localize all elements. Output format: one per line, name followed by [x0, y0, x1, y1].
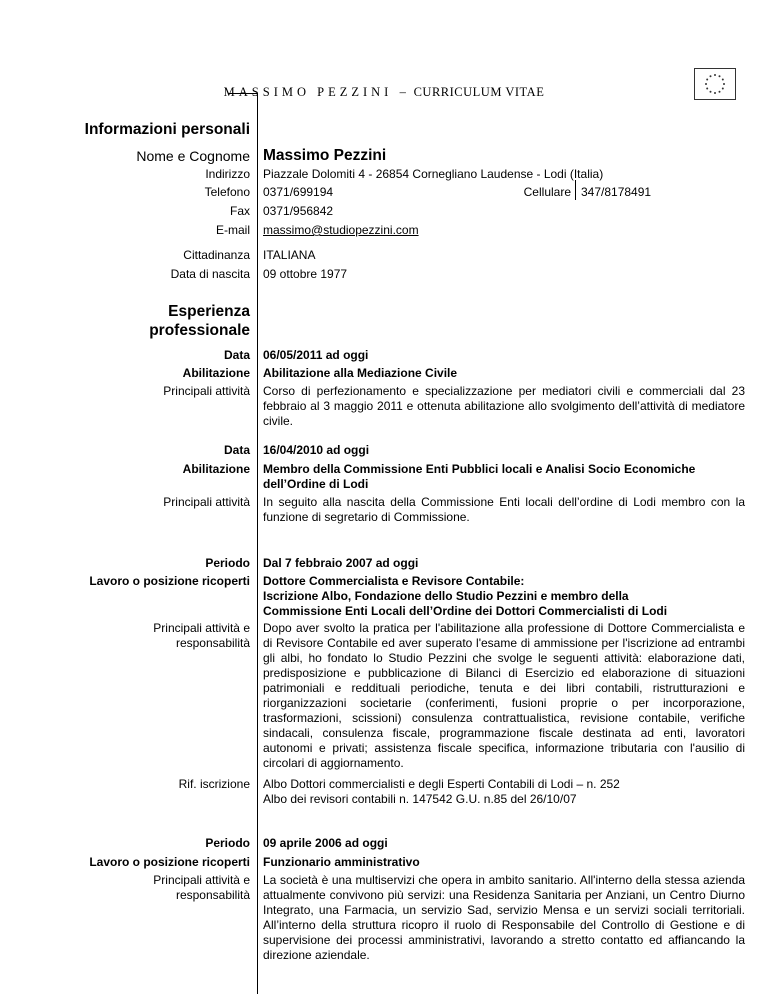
entry4-activities: La società è una multiservizi che opera in ambito sanitario. All'interno della stessa azienda attualmente convivono più servizi: una Residenza Sanitaria per Anziani, un Centro Diurno Integrato, una Farmacia, un servizio Sad, servizio Mensa e un servizi sociali territoriali. All’interno della struttura ricopro il ruolo di Responsabile del Controllo di Gestione e di supervisione dei processi amministrativi, lavorando a stretto contatto ed affiancando la direzione aziendale. [263, 873, 745, 962]
entry3-registration-l1: Albo Dottori commercialisti e degli Esperti Contabili di Lodi – n. 252 [263, 777, 620, 791]
fax-value: 0371/956842 [263, 204, 334, 218]
entry2-date: 16/04/2010 ad oggi [263, 443, 370, 457]
entry1-role: Abilitazione alla Mediazione Civile [263, 366, 458, 380]
entry1-date: 06/05/2011 ad oggi [263, 348, 369, 362]
page-header [0, 85, 768, 100]
entry4-activities-label-l2: responsabilità [175, 888, 250, 902]
entry3-activities: Dopo aver svolto la pratica per l'abilitazione alla professione di Dottore Commercialista e di Revisore Contabile ed aver superato l'esame di ammissione per l'iscrizione ad entrambi gli albi, ho fondato lo Studio Pezzini che svolge le seguenti attività: elaborazione dati, predisposizione e pubblicazione di Bilanci di Esercizio ed elaborazione di situazioni patrimoniali e reddituali periodiche, tenuta e dei libri contabili, ristrutturazioni e riorganizzazioni societarie (conferimenti, fusioni proprie o per incorporazione, trasformazioni, scissioni) consulenza contrattualistica, revisione contabile, verifiche sindacali, consulenza fiscale, programmazione fiscale destinata ad enti, lavoratori autonomi e privati; assistenza fiscale specifica, informazione tributaria con l'ausilio di circolari di aggiornamento. [263, 621, 745, 770]
eu-flag-logo [694, 68, 736, 100]
header-dash: – [399, 85, 407, 99]
birth-label: Data di nascita [170, 267, 250, 281]
entry3-role-line1: Dottore Commercialista e Revisore Contabile: [263, 574, 525, 588]
citizenship-value: ITALIANA [263, 248, 316, 262]
entry3-registration [263, 777, 745, 807]
entry3-role-line2: Iscrizione Albo, Fondazione dello Studio Pezzini e membro della [263, 589, 629, 603]
entry3-period: Dal 7 febbraio 2007 ad oggi [263, 556, 419, 570]
citizenship-label: Cittadinanza [183, 248, 250, 262]
entry4-activities-label-l1: Principali attività e [153, 873, 250, 887]
entry4-period-label: Periodo [205, 836, 250, 850]
entry3-role [263, 574, 745, 619]
header-rule [228, 93, 258, 94]
entry3-role-label: Lavoro o posizione ricoperti [89, 574, 250, 588]
entry1-activities-label: Principali attività [163, 384, 250, 398]
mobile-label: Cellulare [523, 185, 571, 199]
entry4-activities-label [153, 873, 250, 903]
full-name: Massimo Pezzini [263, 147, 387, 164]
entry3-registration-l2: Albo dei revisori contabili n. 147542 G.U. n.85 del 26/10/07 [263, 792, 577, 806]
section-title-experience-l1: Esperienza [168, 303, 250, 320]
mobile-divider [575, 180, 576, 200]
address-value: Piazzale Dolomiti 4 - 26854 Cornegliano Laudense - Lodi (Italia) [263, 167, 604, 181]
entry3-activities-label-l2: responsabilità [175, 636, 250, 650]
address-label: Indirizzo [205, 167, 250, 181]
entry4-role: Funzionario amministrativo [263, 855, 420, 869]
entry2-activities-label: Principali attività [163, 495, 250, 509]
column-divider [257, 93, 258, 994]
entry2-role: Membro della Commissione Enti Pubblici locali e Analisi Socio Economiche dell’Ordine di Lodi [263, 462, 696, 491]
entry2-date-label: Data [223, 443, 250, 457]
email-label: E-mail [215, 223, 250, 237]
fax-label: Fax [229, 204, 250, 218]
section-title-experience-l2: professionale [149, 322, 250, 339]
header-name: MASSIMO PEZZINI [223, 85, 393, 99]
phone-value: 0371/699194 [263, 185, 334, 199]
header-title: CURRICULUM VITAE [413, 85, 545, 99]
entry2-role-label: Abilitazione [182, 462, 250, 476]
entry1-date-label: Data [223, 348, 250, 362]
entry3-activities-label-l1: Principali attività e [153, 621, 250, 635]
email-link[interactable]: massimo@studiopezzini.com [263, 223, 419, 237]
entry1-role-label: Abilitazione [182, 366, 250, 380]
entry3-role-line3: Commissione Enti Locali dell’Ordine dei Dottori Commercialisti di Lodi [263, 604, 668, 618]
section-title-experience [149, 302, 250, 340]
entry2-activities: In seguito alla nascita della Commissione Enti locali dell’ordine di Lodi membro con la funzione di segretario di Commissione. [263, 495, 745, 524]
entry1-activities: Corso di perfezionamento e specializzazione per mediatori civili e commerciali dal 23 febbraio al 3 maggio 2011 e ottenuta abilitazione allo svolgimento dell’attività di mediatore civile. [263, 384, 745, 428]
mobile-value: 347/8178491 [581, 185, 652, 199]
birth-value: 09 ottobre 1977 [263, 267, 348, 281]
entry3-activities-label [153, 621, 250, 651]
entry3-registration-label: Rif. iscrizione [178, 777, 250, 791]
entry3-period-label: Periodo [205, 556, 250, 570]
entry4-role-label: Lavoro o posizione ricoperti [89, 855, 250, 869]
phone-label: Telefono [204, 185, 250, 199]
section-title-personal: Informazioni personali [84, 121, 250, 138]
entry4-period: 09 aprile 2006 ad oggi [263, 836, 388, 850]
name-label: Nome e Cognome [136, 148, 250, 164]
